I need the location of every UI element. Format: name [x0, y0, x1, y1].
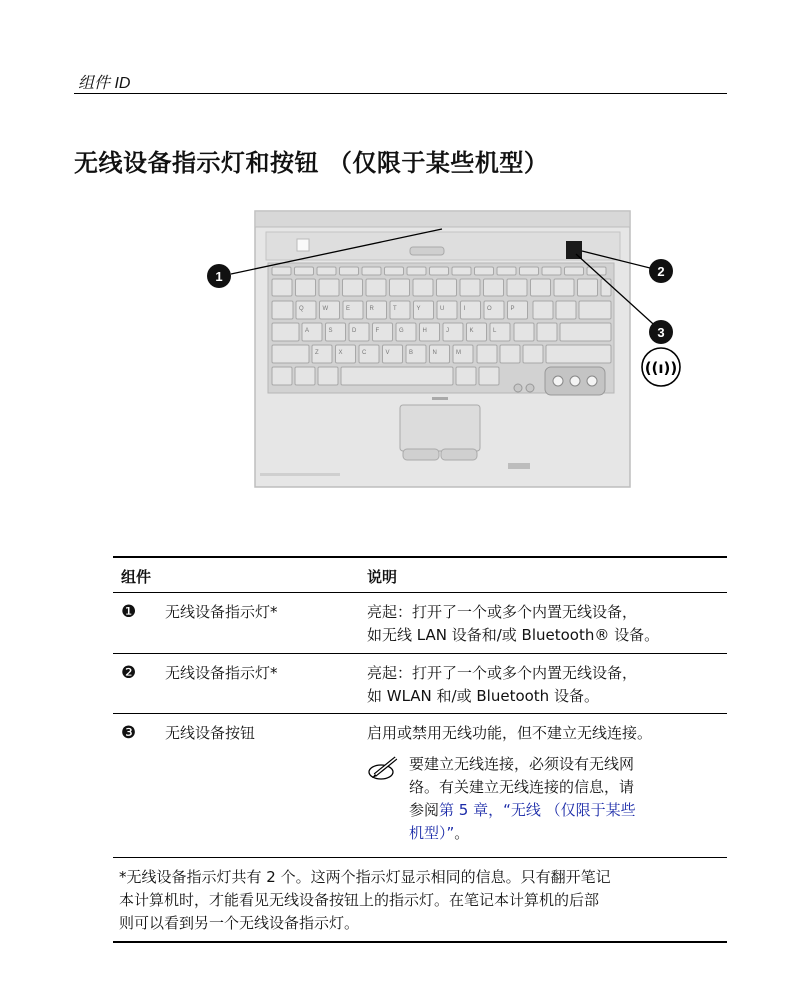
laptop-figure — [200, 205, 710, 495]
key-label: G — [399, 328, 404, 334]
key-label: N — [432, 350, 437, 356]
keyboard-key — [366, 279, 386, 296]
desc-line: 启用或禁用无线功能，但不建立无线连接。 — [367, 724, 653, 742]
key-label: W — [322, 306, 329, 312]
keyboard-key — [460, 279, 480, 296]
keyboard-key — [272, 279, 292, 296]
spacebar-key — [341, 367, 453, 385]
keyboard-key — [272, 345, 309, 363]
component-table — [113, 556, 727, 943]
keyboard-key — [587, 267, 606, 275]
callout-3-number: 3 — [657, 325, 665, 340]
key-label: V — [385, 350, 390, 356]
row-number: ❸ — [121, 723, 137, 743]
laptop-illustration — [200, 205, 710, 495]
header-component: 组件 — [121, 568, 152, 586]
note-line — [409, 822, 727, 845]
keyboard-key — [295, 367, 315, 385]
row-component: 无线设备按钮 — [165, 724, 256, 742]
key-label: E — [346, 306, 351, 312]
desc-line: 如 WLAN 和/或 Bluetooth 设备。 — [367, 687, 599, 705]
table-footnote — [113, 858, 727, 941]
key-label: K — [469, 328, 474, 334]
touchpad-indicator — [432, 397, 448, 400]
note-line — [409, 799, 727, 822]
table-row — [113, 714, 727, 857]
page-title: 无线设备指示灯和按钮 （仅限于某些机型） — [74, 149, 549, 177]
desc-line: 如无线 LAN 设备和/或 Bluetooth® 设备。 — [367, 626, 660, 644]
keyboard-key — [514, 323, 534, 341]
key-label: Z — [315, 350, 319, 356]
keyboard-key — [272, 323, 299, 341]
note-line: 络。有关建立无线连接的信息，请 — [409, 778, 635, 796]
footnote-line: 本计算机时，才能看见无线设备按钮上的指示灯。在笔记本计算机的后部 — [119, 891, 600, 909]
keyboard-key — [407, 267, 426, 275]
key-label: T — [393, 306, 397, 312]
note-block — [367, 753, 727, 845]
keyboard-key — [520, 267, 539, 275]
key-label: B — [409, 350, 414, 356]
key-label: A — [305, 328, 310, 334]
keyboard-key — [343, 279, 363, 296]
keyboard-key — [500, 345, 520, 363]
table-row — [113, 593, 727, 653]
table-header — [113, 558, 727, 592]
footnote-line: *无线设备指示灯共有 2 个。这两个指示灯显示相同的信息。只有翻开笔记 — [119, 868, 611, 886]
keyboard-key — [272, 267, 291, 275]
keyboard-key — [475, 267, 494, 275]
touchpad-right-button — [441, 449, 477, 460]
laptop-hinge — [255, 211, 630, 227]
keyboard-key — [318, 367, 338, 385]
note-line: 要建立无线连接，必须设有无线网 — [409, 755, 635, 773]
keyboard-key — [542, 267, 561, 275]
key-label: X — [338, 350, 343, 356]
keyboard-key — [546, 345, 611, 363]
label-strip — [260, 473, 340, 476]
touchpad-left-button — [403, 449, 439, 460]
keyboard-key — [556, 301, 576, 319]
keyboard-key — [295, 267, 314, 275]
touchpad — [400, 405, 480, 451]
keyboard-key — [452, 267, 471, 275]
desc-line: 亮起：打开了一个或多个内置无线设备， — [367, 664, 638, 682]
media-button-1 — [553, 376, 563, 386]
key-label: P — [510, 306, 515, 312]
table-bottom-rule — [113, 941, 727, 943]
media-dot-1 — [514, 384, 522, 392]
center-button — [410, 247, 444, 255]
keyboard-key — [319, 279, 339, 296]
key-label: U — [440, 306, 445, 312]
keyboard-key — [272, 301, 293, 319]
keyboard-key — [578, 279, 598, 296]
key-label: I — [463, 306, 466, 312]
key-label: F — [375, 328, 380, 334]
front-slot — [508, 463, 530, 469]
header-label: 组件 ID — [78, 75, 131, 92]
callout-1-number: 1 — [215, 269, 223, 284]
row-number: ❷ — [121, 663, 137, 683]
keyboard-key — [385, 267, 404, 275]
key-label: O — [487, 306, 492, 312]
row-number: ❶ — [121, 602, 137, 622]
keyboard-key — [340, 267, 359, 275]
chapter-5-link-continued[interactable]: 机型）” — [409, 824, 455, 842]
header-rule — [74, 93, 727, 94]
keyboard-key — [317, 267, 336, 275]
key-label: S — [328, 328, 333, 334]
note-pencil-icon — [367, 755, 401, 788]
media-button-2 — [570, 376, 580, 386]
row-description — [367, 601, 727, 647]
keyboard-key — [390, 279, 410, 296]
wireless-button — [566, 241, 582, 259]
small-indicator-light — [297, 239, 309, 251]
keyboard-key — [537, 323, 557, 341]
keyboard-key — [531, 279, 551, 296]
key-label: D — [352, 328, 357, 334]
key-label: C — [362, 350, 367, 356]
footnote-line: 则可以看到另一个无线设备指示灯。 — [119, 914, 360, 932]
key-label: H — [422, 328, 427, 334]
key-label: M — [456, 350, 461, 356]
note-suffix: 。 — [454, 824, 470, 842]
row-description — [367, 662, 727, 708]
keyboard-key — [507, 279, 527, 296]
keyboard-key — [533, 301, 553, 319]
keyboard-key — [296, 279, 316, 296]
callout-2-number: 2 — [657, 264, 665, 279]
key-label: Q — [299, 306, 304, 312]
keyboard-key — [437, 279, 457, 296]
keyboard-key — [456, 367, 476, 385]
key-label: R — [369, 306, 374, 312]
table-row — [113, 654, 727, 713]
media-button-3 — [587, 376, 597, 386]
keyboard-key — [579, 301, 611, 319]
keyboard-key — [477, 345, 497, 363]
keyboard-key — [479, 367, 499, 385]
keyboard-key — [565, 267, 584, 275]
keyboard-key — [430, 267, 449, 275]
key-label: Y — [416, 306, 421, 312]
keyboard-key — [484, 279, 504, 296]
key-label: J — [446, 328, 449, 334]
wireless-symbol: ((ı)) — [644, 359, 678, 377]
keyboard-key — [413, 279, 433, 296]
header-description: 说明 — [367, 568, 398, 586]
keyboard-key — [523, 345, 543, 363]
row-component: 无线设备指示灯* — [165, 664, 278, 682]
keyboard-key — [272, 367, 292, 385]
media-dot-2 — [526, 384, 534, 392]
keyboard-key — [497, 267, 516, 275]
chapter-5-link[interactable]: 第 5 章，“无线 （仅限于某些 — [439, 801, 636, 819]
note-prefix: 参阅 — [409, 801, 440, 819]
key-label: L — [493, 328, 497, 334]
keyboard-key — [554, 279, 574, 296]
keyboard-key — [560, 323, 611, 341]
row-component: 无线设备指示灯* — [165, 603, 278, 621]
keyboard-key — [362, 267, 381, 275]
row-description — [367, 722, 727, 845]
desc-line: 亮起：打开了一个或多个内置无线设备， — [367, 603, 638, 621]
